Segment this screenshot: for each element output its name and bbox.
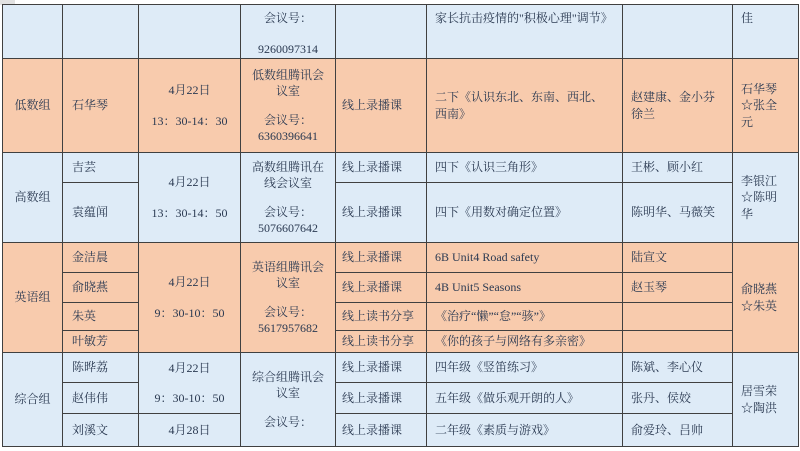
date-text: 4月22日	[168, 360, 211, 375]
type-cell[interactable]	[336, 353, 427, 383]
teacher-cell[interactable]	[63, 331, 139, 353]
teacher-cell[interactable]	[63, 5, 139, 59]
room-name: 综合组腾讯会议室	[251, 369, 324, 400]
participants-text: 赵玉琴	[631, 280, 668, 295]
participants-text: 俞爱玲、吕帅	[631, 422, 704, 437]
content-text: 二年级《素质与游戏》	[435, 422, 556, 437]
time-text: 13：30-14：50	[151, 205, 228, 220]
participants-cell[interactable]	[623, 414, 733, 447]
meeting-label: 会议号：	[263, 11, 312, 25]
date-cell[interactable]	[139, 353, 241, 414]
type-cell[interactable]	[336, 5, 427, 59]
mentor-cell[interactable]	[733, 243, 799, 353]
meeting-label: 会议号：	[263, 305, 312, 319]
type-cell[interactable]	[336, 273, 427, 303]
content-text: 四下《用数对确定位置》	[435, 205, 568, 220]
content-text: 《治疗“懒”“怠”“骇”》	[435, 309, 551, 324]
teacher-name: 俞晓燕	[72, 280, 109, 295]
participants-cell[interactable]	[623, 353, 733, 383]
teacher-cell[interactable]	[63, 414, 139, 447]
type-text: 线上录播课	[342, 360, 403, 375]
group-name-cell[interactable]	[3, 353, 63, 447]
date-cell[interactable]	[139, 5, 241, 59]
room-cell[interactable]	[241, 59, 336, 153]
participants-text: 张丹、侯姣	[631, 390, 692, 405]
schedule-table	[2, 4, 799, 447]
participants-cell[interactable]	[623, 331, 733, 353]
content-text: 四年级《竖笛练习》	[435, 360, 544, 375]
participants-text: 赵建康、金小芬徐兰	[631, 90, 716, 121]
participants-cell[interactable]	[623, 153, 733, 183]
mentor-cell[interactable]	[733, 153, 799, 243]
group-name: 综合组	[14, 392, 51, 407]
content-text: 五年级《做乐观开朗的人》	[435, 390, 580, 405]
participants-cell[interactable]	[623, 59, 733, 153]
mentor-text: 居雪荣☆陶洪	[741, 384, 778, 415]
type-cell[interactable]	[336, 331, 427, 353]
content-cell[interactable]	[427, 5, 623, 59]
mentor-text: 俞晓燕☆朱英	[741, 282, 778, 313]
content-cell[interactable]	[427, 243, 623, 273]
content-text: 4B Unit5 Seasons	[435, 280, 522, 295]
participants-text: 陆宣文	[631, 250, 668, 265]
teacher-cell[interactable]	[63, 273, 139, 303]
mentor-cell[interactable]	[733, 353, 799, 447]
type-cell[interactable]	[336, 153, 427, 183]
participants-cell[interactable]	[623, 243, 733, 273]
content-text: 家长抗击疫情的"积极心理"调节》	[435, 11, 613, 25]
meeting-label: 会议号：	[263, 415, 312, 430]
meeting-number: 9260097314	[258, 42, 318, 57]
type-cell[interactable]	[336, 243, 427, 273]
teacher-name: 陈晔荔	[72, 360, 109, 375]
time-text: 9：30-10：50	[154, 391, 225, 405]
content-text: 二下《认识东北、东南、西北、西南》	[435, 90, 604, 121]
content-cell[interactable]	[427, 183, 623, 243]
participants-text: 王彬、顾小红	[631, 160, 704, 175]
content-cell[interactable]	[427, 273, 623, 303]
content-text: 6B Unit4 Road safety	[435, 250, 540, 265]
teacher-cell[interactable]	[63, 303, 139, 331]
type-text: 线上录播课	[342, 160, 403, 175]
room-cell[interactable]	[241, 5, 336, 59]
group-name-cell[interactable]	[3, 243, 63, 353]
mentor-text: 佳	[741, 11, 754, 25]
room-name: 英语组腾讯会议室	[251, 259, 324, 290]
content-text: 《你的孩子与网络有多亲密》	[435, 334, 592, 349]
teacher-name: 石华琴	[72, 98, 109, 113]
teacher-cell[interactable]	[63, 353, 139, 383]
content-cell[interactable]	[427, 153, 623, 183]
teacher-cell[interactable]	[63, 383, 139, 414]
date-cell[interactable]	[139, 59, 241, 153]
room-cell[interactable]	[241, 353, 336, 447]
type-text: 线上录播课	[342, 98, 403, 113]
participants-cell[interactable]	[623, 303, 733, 331]
teacher-cell[interactable]	[63, 153, 139, 183]
time-text: 9：30-10：50	[154, 305, 225, 320]
content-text: 四下《认识三角形》	[435, 160, 544, 175]
date-cell[interactable]	[139, 153, 241, 243]
date-text: 4月22日	[168, 275, 211, 290]
type-text: 线上读书分享	[342, 309, 415, 324]
type-text: 线上录播课	[342, 280, 403, 295]
participants-text: 陈斌、李心仪	[631, 360, 704, 375]
teacher-name: 袁蕴闻	[72, 205, 109, 220]
type-cell[interactable]	[336, 59, 427, 153]
date-text: 4月28日	[168, 422, 211, 437]
group-name: 高数组	[14, 190, 51, 205]
room-cell[interactable]	[241, 243, 336, 353]
group-name-cell[interactable]	[3, 59, 63, 153]
teacher-cell[interactable]	[63, 59, 139, 153]
type-text: 线上读书分享	[342, 334, 415, 349]
content-cell[interactable]	[427, 331, 623, 353]
room-cell[interactable]	[241, 153, 336, 243]
content-cell[interactable]	[427, 414, 623, 447]
teacher-name: 刘溪文	[72, 422, 109, 437]
date-text: 4月22日	[168, 175, 211, 190]
teacher-name: 朱英	[72, 309, 97, 324]
type-cell[interactable]	[336, 183, 427, 243]
type-text: 线上录播课	[342, 205, 403, 220]
participants-cell[interactable]	[623, 183, 733, 243]
content-cell[interactable]	[427, 303, 623, 331]
type-cell[interactable]	[336, 414, 427, 447]
teacher-name: 金洁晨	[72, 250, 109, 265]
type-cell[interactable]	[336, 383, 427, 414]
meeting-label: 会议号：	[263, 113, 312, 127]
date-cell[interactable]	[139, 243, 241, 353]
group-name: 英语组	[14, 290, 51, 305]
participants-cell[interactable]	[623, 5, 733, 59]
content-cell[interactable]	[427, 353, 623, 383]
date-cell[interactable]	[139, 414, 241, 447]
meeting-number: 5617957682	[258, 321, 318, 336]
meeting-label: 会议号：	[263, 205, 312, 219]
group-name-cell[interactable]	[3, 5, 63, 59]
type-text: 线上录播课	[342, 422, 403, 437]
mentor-text: 石华琴☆张全元	[741, 82, 778, 129]
time-text: 13：30-14：30	[151, 113, 228, 128]
room-name: 高数组腾讯在线会议室	[251, 159, 324, 190]
teacher-name: 吉芸	[72, 160, 97, 175]
participants-cell[interactable]	[623, 383, 733, 414]
teacher-cell[interactable]	[63, 183, 139, 243]
mentor-cell[interactable]	[733, 59, 799, 153]
teacher-cell[interactable]	[63, 243, 139, 273]
group-name: 低数组	[14, 98, 51, 113]
group-name-cell[interactable]	[3, 153, 63, 243]
participants-cell[interactable]	[623, 273, 733, 303]
mentor-text: 李银江☆陈明华	[741, 174, 778, 221]
type-cell[interactable]	[336, 303, 427, 331]
type-text: 线上录播课	[342, 390, 403, 405]
date-text: 4月22日	[168, 83, 211, 98]
room-name: 低数组腾讯会议室	[251, 67, 324, 98]
teacher-name: 赵伟伟	[72, 390, 109, 405]
meeting-number: 5076607642	[258, 221, 318, 236]
participants-text: 陈明华、马薇笑	[631, 205, 716, 220]
content-cell[interactable]	[427, 59, 623, 153]
meeting-number: 6360396641	[258, 129, 318, 144]
content-cell[interactable]	[427, 383, 623, 414]
teacher-name: 叶敏芳	[72, 334, 109, 349]
type-text: 线上录播课	[342, 250, 403, 265]
mentor-cell[interactable]	[733, 5, 799, 59]
